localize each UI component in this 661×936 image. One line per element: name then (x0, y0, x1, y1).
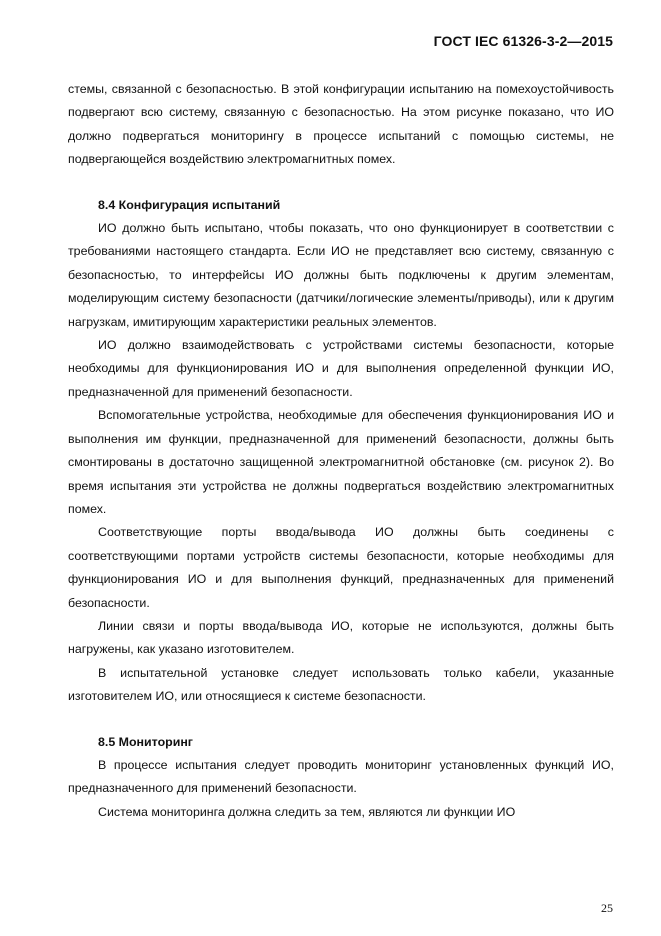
paragraph: ИО должно взаимодействовать с устройствами системы безопасности, которые необходимы для функционирования ИО и для выполнения определенной функции ИО, предназначенной для применений безопасности. (68, 338, 614, 399)
paragraph: Линии связи и порты ввода/вывода ИО, которые не используются, должны быть нагружены, как указано изготовителем. (68, 618, 614, 657)
document-body (68, 78, 614, 824)
paragraph: Вспомогательные устройства, необходимые для обеспечения функционирования ИО и выполнения им функции, предназначенной для применений безопасности, должны быть смонтированы в достаточно защищенной электромагнитной обстановке (см. рисунок 2). Во время испытания эти устройства не должны подвергаться воздействию электромагнитных помех. (68, 408, 614, 516)
section-heading-8-4: 8.4 Конфигурация испытаний (98, 197, 281, 212)
paragraph: Соответствующие порты ввода/вывода ИО должны быть соединены с соответствующими портами устройств системы безопасности, которые необходимы для функционирования ИО и для выполнения функций, предназначенных для применений безопасности. (68, 525, 614, 610)
paragraph: В испытательной установке следует использовать только кабели, указанные изготовителем ИО, или относящиеся к системе безопасности. (68, 665, 614, 704)
paragraph: В процессе испытания следует проводить мониторинг установленных функций ИО, предназначенного для применений безопасности. (68, 757, 614, 796)
page-number: 25 (601, 901, 613, 915)
paragraph-continued: стемы, связанной с безопасностью. В этой конфигурации испытанию на помехоустойчивость подвергают всю систему, связанную с безопасностью. На этом рисунке показано, что ИО должно подвергаться мониторингу в процессе испытаний с помощью системы, не подвергающейся воздействию электромагнитных помех. (68, 82, 614, 167)
section-heading-8-5: 8.5 Мониторинг (98, 734, 193, 749)
standard-header: ГОСТ IEC 61326-3-2—2015 (433, 33, 613, 49)
paragraph: Система мониторинга должна следить за тем, являются ли функции ИО (98, 804, 516, 819)
paragraph: ИО должно быть испытано, чтобы показать, что оно функционирует в соответствии с требованиями настоящего стандарта. Если ИО не представляет всю систему, связанную с безопасностью, то интерфейсы ИО должны быть подключены к другим элементам, моделирующим систему безопасности (датчики/логические элементы/приводы), или к другим нагрузкам, имитирующим характеристики реальных элементов. (68, 221, 614, 329)
